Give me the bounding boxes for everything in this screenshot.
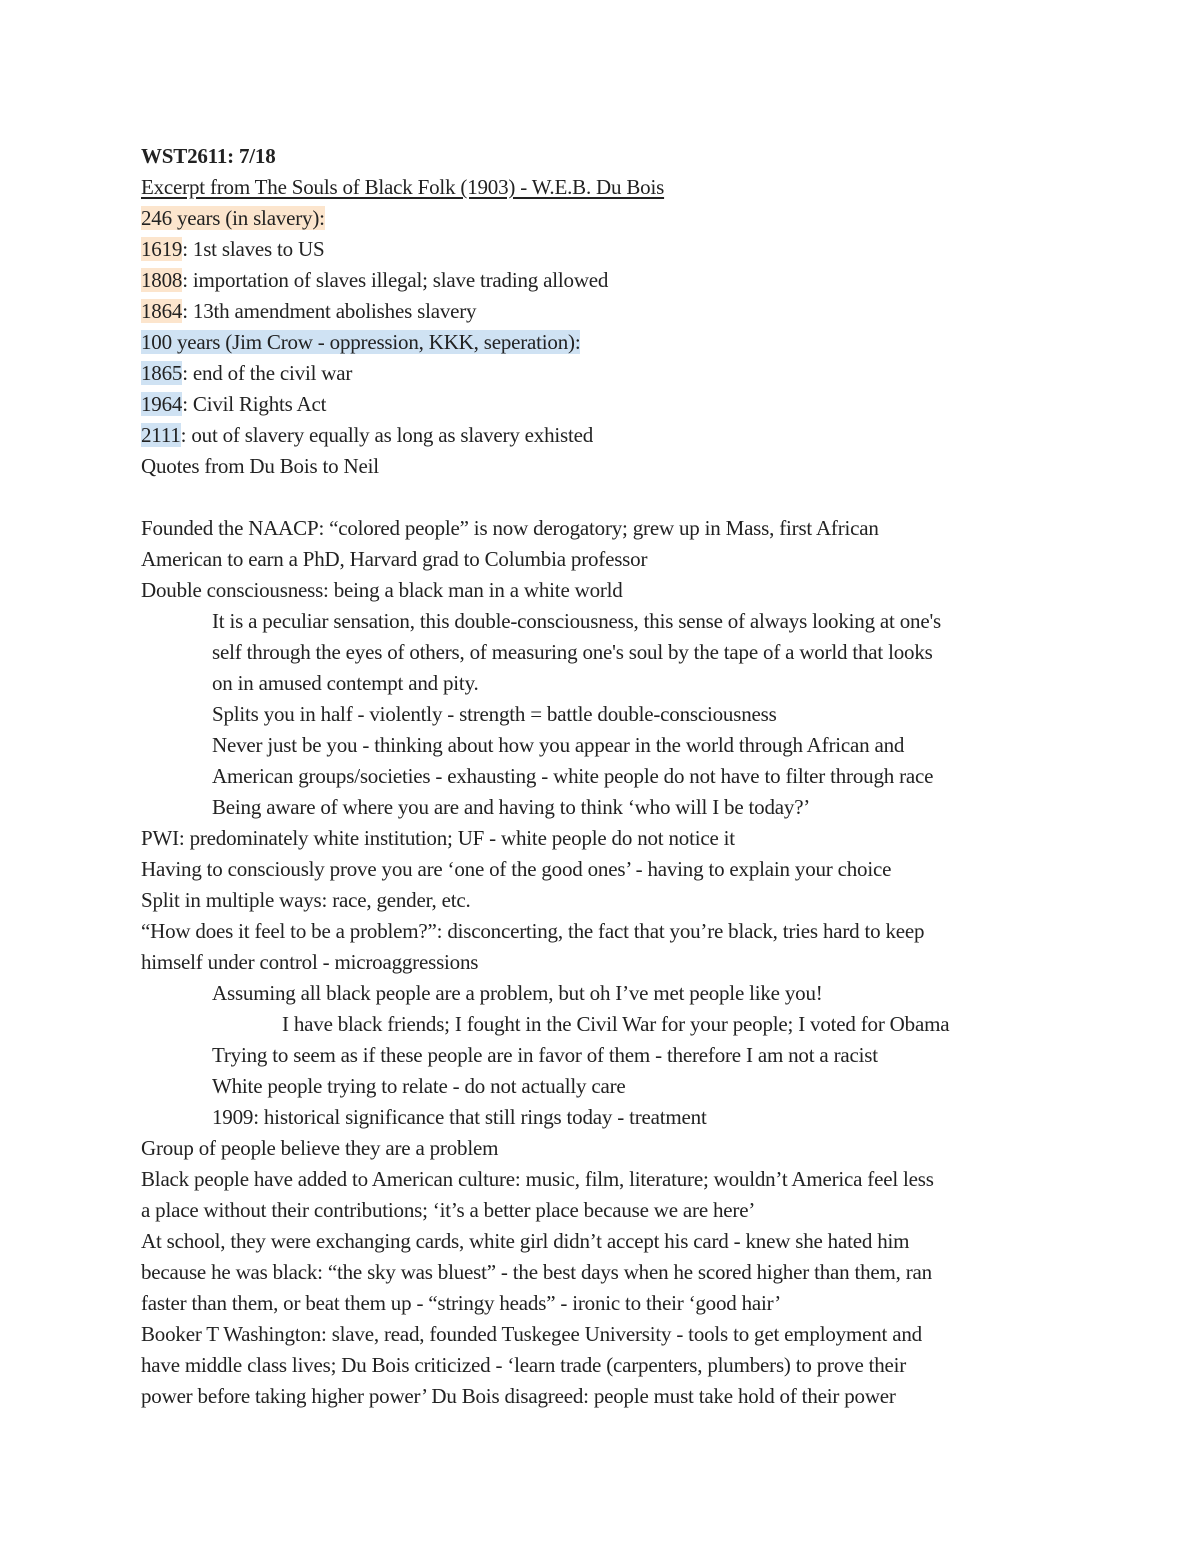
quotes-line: Quotes from Du Bois to Neil — [141, 454, 379, 478]
note-line: a place without their contributions; ‘it’s a better place because we are here’ — [141, 1198, 756, 1222]
note-line: Being aware of where you are and having to think ‘who will I be today?’ — [212, 795, 811, 819]
note-line: on in amused contempt and pity. — [212, 671, 479, 695]
note-line: Black people have added to American culture: music, film, literature; wouldn’t America feel less — [141, 1167, 934, 1191]
slavery-timeline — [141, 234, 1071, 327]
timeline-item — [141, 234, 1071, 265]
note-line: power before taking higher power’ Du Bois disagreed: people must take hold of their power — [141, 1384, 896, 1408]
note-line: Splits you in half - violently - strength = battle double-consciousness — [212, 702, 777, 726]
timeline-text: : importation of slaves illegal; slave trading allowed — [182, 268, 609, 292]
timeline-item — [141, 296, 1071, 327]
timeline-text: : 13th amendment abolishes slavery — [182, 299, 477, 323]
note-line: have middle class lives; Du Bois criticized - ‘learn trade (carpenters, plumbers) to prove their — [141, 1353, 907, 1377]
note-line: Having to consciously prove you are ‘one of the good ones’ - having to explain your choice — [141, 857, 892, 881]
note-line: Group of people believe they are a problem — [141, 1136, 499, 1160]
notes-body — [141, 513, 1071, 1412]
blank-line — [141, 482, 1071, 513]
note-line: Booker T Washington: slave, read, founded Tuskegee University - tools to get employment and — [141, 1322, 922, 1346]
timeline-year: 1864 — [141, 299, 183, 323]
document-page — [141, 141, 1071, 1412]
timeline-item — [141, 420, 1071, 451]
note-line: himself under control - microaggressions — [141, 950, 479, 974]
note-line: It is a peculiar sensation, this double-consciousness, this sense of always looking at one's — [212, 609, 941, 633]
document-title: WST2611: 7/18 — [141, 144, 276, 168]
note-line: faster than them, or beat them up - “stringy heads” - ironic to their ‘good hair’ — [141, 1291, 782, 1315]
timeline-year: 1808 — [141, 268, 183, 292]
note-line: At school, they were exchanging cards, white girl didn’t accept his card - knew she hated him — [141, 1229, 910, 1253]
timeline-text: : 1st slaves to US — [182, 237, 325, 261]
note-line: 1909: historical significance that still rings today - treatment — [212, 1105, 707, 1129]
subtitle-text: Excerpt from The Souls of Black Folk (1903) - W.E.B. Du Bois — [141, 175, 665, 199]
note-line: because he was black: “the sky was bluest” - the best days when he scored higher than them, ran — [141, 1260, 932, 1284]
jimcrow-heading-text: 100 years (Jim Crow - oppression, KKK, seperation): — [141, 330, 581, 354]
note-line: American groups/societies - exhausting - white people do not have to filter through race — [212, 764, 934, 788]
timeline-item — [141, 389, 1071, 420]
timeline-year: 1619 — [141, 237, 183, 261]
note-line: Double consciousness: being a black man in a white world — [141, 578, 623, 602]
note-line: Never just be you - thinking about how you appear in the world through African and — [212, 733, 905, 757]
timeline-year: 1865 — [141, 361, 183, 385]
slavery-heading — [141, 203, 1071, 234]
note-line: White people trying to relate - do not actually care — [212, 1074, 626, 1098]
note-line: PWI: predominately white institution; UF - white people do not notice it — [141, 826, 735, 850]
note-line: Split in multiple ways: race, gender, etc. — [141, 888, 471, 912]
document-subtitle — [141, 172, 1071, 203]
note-line: Assuming all black people are a problem, but oh I’ve met people like you! — [212, 981, 823, 1005]
note-line: I have black friends; I fought in the Civil War for your people; I voted for Obama — [282, 1012, 950, 1036]
note-line: Trying to seem as if these people are in favor of them - therefore I am not a racist — [212, 1043, 878, 1067]
note-line: Founded the NAACP: “colored people” is now derogatory; grew up in Mass, first African — [141, 516, 879, 540]
timeline-text: : Civil Rights Act — [182, 392, 327, 416]
slavery-heading-text: 246 years (in slavery): — [141, 206, 325, 230]
note-line: self through the eyes of others, of measuring one's soul by the tape of a world that looks — [212, 640, 933, 664]
note-line: American to earn a PhD, Harvard grad to Columbia professor — [141, 547, 648, 571]
timeline-year: 2111 — [141, 423, 181, 447]
jimcrow-heading — [141, 327, 1071, 358]
note-line: “How does it feel to be a problem?”: disconcerting, the fact that you’re black, tries hard to keep — [141, 919, 925, 943]
timeline-text: : end of the civil war — [182, 361, 353, 385]
timeline-item — [141, 358, 1071, 389]
timeline-text: : out of slavery equally as long as slavery exhisted — [180, 423, 594, 447]
timeline-year: 1964 — [141, 392, 183, 416]
timeline-item — [141, 265, 1071, 296]
jimcrow-timeline — [141, 358, 1071, 451]
